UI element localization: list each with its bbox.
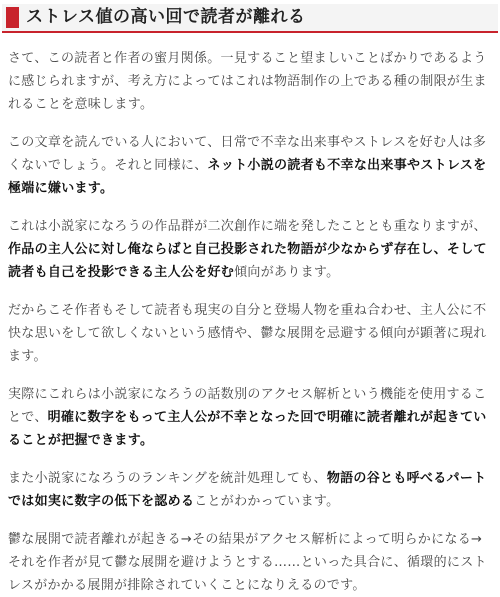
paragraph — [8, 467, 492, 513]
paragraph-text: これは小説家になろうの作品群が二次創作に端を発したこととも重なりますが、 — [8, 219, 487, 234]
paragraph-emphasis: 作品の主人公に対し俺ならばと自己投影された物語が少なからず存在し、そして読者も自己を投影できる主人公を好む — [8, 242, 487, 280]
paragraph — [8, 215, 492, 284]
paragraph-emphasis: 物語の谷とも呼べるパートでは如実に数字の低下を認める — [8, 471, 487, 509]
section-heading-title: ストレス値の高い回で読者が離れる — [26, 7, 306, 27]
paragraph-text: この文章を読んでいる人において、日常で不幸な出来事やストレスを好む人は多くないでしょう。それと同様に、 — [8, 135, 487, 173]
paragraph — [8, 131, 492, 200]
paragraph-text: 実際にこれらは小説家になろうの話数別のアクセス解析という機能を使用することで、 — [8, 387, 487, 425]
paragraph-text: さて、この読者と作者の蜜月関係。一見すること望ましいことばかりであるように感じられますが、考え方によってはこれは物語制作の上である種の制限が生まれることを意味します。 — [8, 51, 487, 112]
paragraph-text: また小説家になろうのランキングを統計処理しても、 — [8, 471, 327, 486]
paragraph-text: 鬱な展開で読者離れが起きる→その結果がアクセス解析によって明らかになる→それを作者が見て鬱な展開を避けようとする……といった具合に、循環的にストレスがかかる展開が排除されていくことになりえるのです。 — [8, 532, 487, 593]
paragraph-emphasis: ネット小説の読者も不幸な出来事やストレスを極端に嫌います。 — [8, 158, 487, 196]
paragraph — [8, 299, 492, 368]
paragraph — [8, 47, 492, 116]
paragraph-text: だからこそ作者もそして読者も現実の自分と登場人物を重ね合わせ、主人公に不快な思いをして欲しくないという感情や、鬱な展開を忌避する傾向が顕著に現れます。 — [8, 303, 487, 364]
heading-marker — [6, 7, 19, 28]
section-heading — [2, 4, 498, 33]
paragraph-emphasis: 明確に数字をもって主人公が不幸となった回で明確に読者離れが起きていることが把握できます。 — [8, 410, 487, 448]
paragraph — [8, 383, 492, 452]
article-body — [2, 47, 498, 597]
paragraph-text: ことがわかっています。 — [194, 494, 340, 509]
paragraph-text: 傾向があります。 — [234, 265, 340, 280]
paragraph — [8, 528, 492, 597]
